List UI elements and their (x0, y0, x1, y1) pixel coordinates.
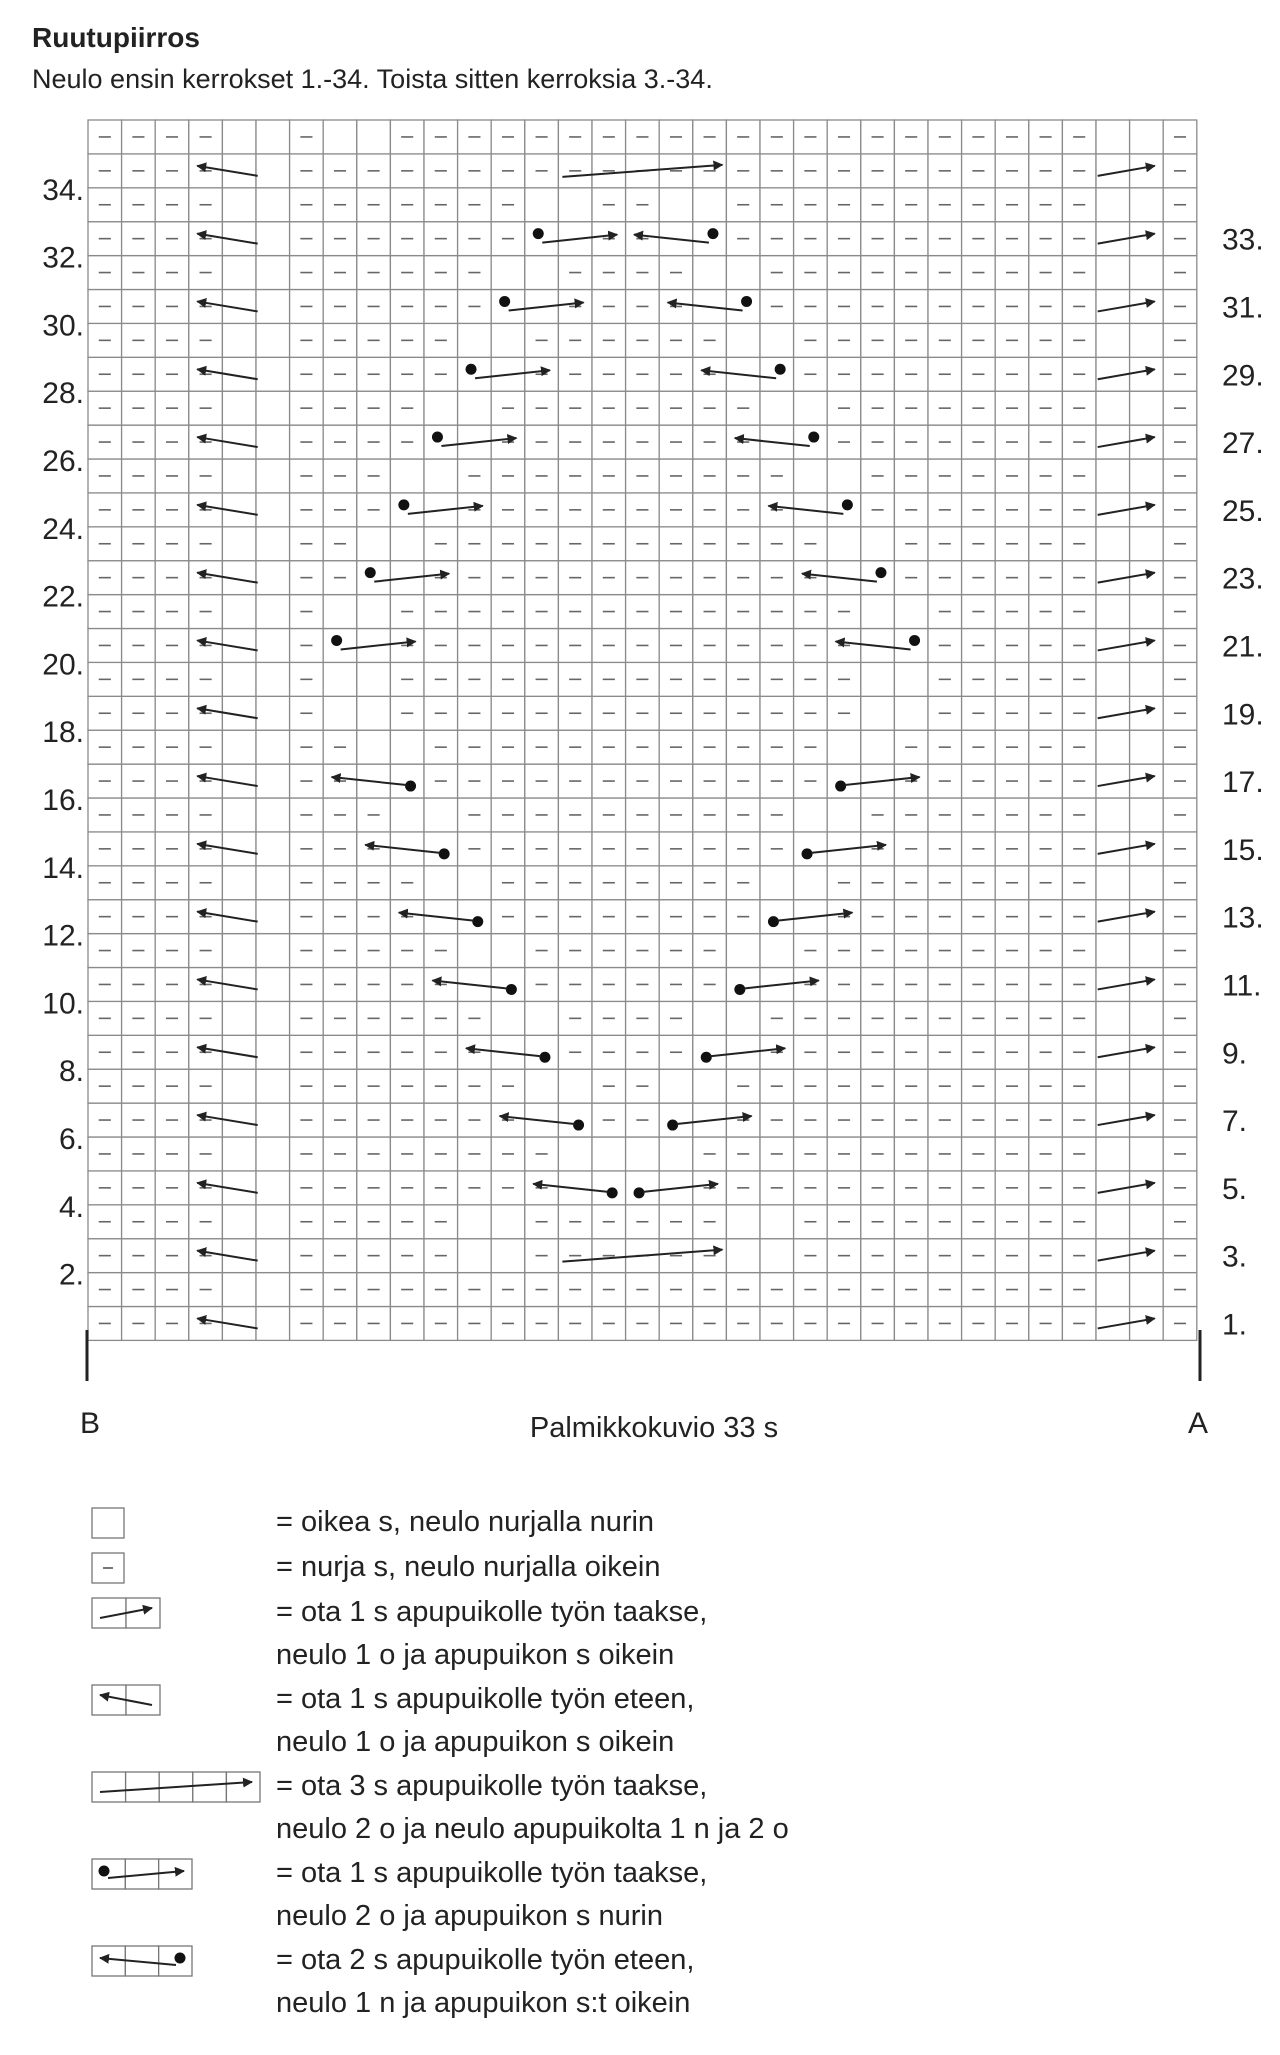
chart-cell (424, 391, 458, 425)
chart-cell (1096, 527, 1130, 561)
chart-cell (861, 662, 895, 696)
chart-cell (458, 323, 492, 357)
dot-left-cross (775, 364, 786, 375)
row-label-left: 12. (42, 919, 84, 953)
chart-cell (1130, 154, 1164, 188)
chart-cell (424, 459, 458, 493)
chart-cell (1130, 459, 1164, 493)
chart-cell (390, 459, 424, 493)
chart-cell (256, 730, 290, 764)
chart-cell (861, 696, 895, 730)
chart-cell (558, 188, 592, 222)
row-label-left: 18. (42, 716, 84, 750)
chart-cell (827, 798, 861, 832)
row-label-left: 20. (42, 648, 84, 682)
chart-cell (760, 323, 794, 357)
chart-cell (693, 256, 727, 290)
dot-left-cross (741, 296, 752, 307)
dot-left-cross (842, 499, 853, 510)
chart-cell (659, 188, 693, 222)
chart-cell (1096, 595, 1130, 629)
legend-text: = ota 2 s apupuikolle työn eteen, (276, 1944, 695, 1976)
row-label-right: 25. (1222, 494, 1264, 528)
chart-cell (1130, 1103, 1164, 1137)
chart-cell (525, 1035, 559, 1069)
chart-cell (1096, 391, 1130, 425)
chart-cell (222, 934, 256, 968)
chart-cell (760, 934, 794, 968)
chart-cell (1130, 1069, 1164, 1103)
chart-cell (256, 120, 290, 154)
chart-cell (222, 256, 256, 290)
row-label-left: 22. (42, 580, 84, 614)
chart-cell (222, 662, 256, 696)
chart-cell (525, 188, 559, 222)
chart-cell (861, 527, 895, 561)
chart-cell (1096, 120, 1130, 154)
chart-cell (222, 798, 256, 832)
chart-cell (558, 1137, 592, 1171)
chart-cell (894, 595, 928, 629)
chart-cell (1130, 798, 1164, 832)
row-label-right: 5. (1222, 1172, 1248, 1206)
row-label-left: 32. (42, 241, 84, 275)
chart-cell (256, 595, 290, 629)
chart-cell (1096, 730, 1130, 764)
knit-square-icon (92, 1508, 124, 1538)
chart-cell (1096, 1069, 1130, 1103)
chart-cell (1096, 459, 1130, 493)
chart-cell (256, 832, 290, 866)
chart-cell (256, 425, 290, 459)
row-label-right: 13. (1222, 901, 1264, 935)
chart-caption: Palmikkokuvio 33 s (529, 1412, 779, 1444)
row-label-left: 28. (42, 377, 84, 411)
dot-right-cross (331, 635, 342, 646)
chart-cell (256, 696, 290, 730)
chart-cell (256, 527, 290, 561)
chart-cell (424, 798, 458, 832)
chart-cell (726, 934, 760, 968)
chart-cell (1130, 391, 1164, 425)
chart-cell (1096, 934, 1130, 968)
row-label-left: 24. (42, 512, 84, 546)
chart-cell (256, 154, 290, 188)
chart-cell (827, 730, 861, 764)
chart-cell (256, 256, 290, 290)
chart-cell (1130, 968, 1164, 1002)
legend-text: neulo 2 o ja neulo apupuikolta 1 n ja 2 o (276, 1813, 789, 1845)
chart-cell (256, 1103, 290, 1137)
row-label-right: 21. (1222, 630, 1264, 664)
chart-cell (491, 968, 525, 1002)
dot-left-cross (875, 567, 886, 578)
row-label-left: 8. (58, 1055, 84, 1089)
chart-cell (894, 662, 928, 696)
chart-cell (693, 1035, 727, 1069)
chart-cell (659, 1137, 693, 1171)
chart-cell (525, 256, 559, 290)
row-label-right: 17. (1222, 766, 1264, 800)
chart-cell (1130, 1035, 1164, 1069)
chart-cell (222, 459, 256, 493)
dot-left-cross (472, 916, 483, 927)
chart-cell (861, 561, 895, 595)
chart-cell (726, 256, 760, 290)
chart-cell (256, 662, 290, 696)
chart-cell (794, 798, 828, 832)
chart-cell (1096, 1001, 1130, 1035)
chart-cell (256, 764, 290, 798)
chart-cell (256, 968, 290, 1002)
chart-cell (794, 391, 828, 425)
chart-cell (1130, 764, 1164, 798)
row-label-right: 23. (1222, 562, 1264, 596)
row-label-right: 3. (1222, 1240, 1248, 1274)
chart-cell (827, 764, 861, 798)
chart-cell (323, 629, 357, 663)
chart-cell (760, 866, 794, 900)
chart-cell (693, 188, 727, 222)
chart-cell (256, 459, 290, 493)
chart-cell (357, 120, 391, 154)
chart-cell (1130, 730, 1164, 764)
chart-cell (256, 934, 290, 968)
chart-cell (424, 832, 458, 866)
legend-icons (92, 1508, 260, 1976)
legend-text: = ota 1 s apupuikolle työn taakse, (276, 1596, 708, 1628)
row-label-left: 2. (58, 1258, 84, 1292)
chart-cell (222, 1205, 256, 1239)
chart-cell (726, 1239, 760, 1273)
chart-cell (1130, 1239, 1164, 1273)
chart-cell (256, 222, 290, 256)
chart-cell (1096, 1205, 1130, 1239)
chart-cell (222, 527, 256, 561)
chart-cell (1130, 832, 1164, 866)
chart-cell (1130, 629, 1164, 663)
row-label-right: 19. (1222, 698, 1264, 732)
row-label-left: 16. (42, 784, 84, 817)
dot-right-cross (499, 296, 510, 307)
dot-right-cross (835, 781, 846, 792)
row-label-right: 15. (1222, 833, 1264, 867)
chart-cell (861, 595, 895, 629)
chart-cell (1130, 256, 1164, 290)
left-cross-1-1-icon (92, 1685, 160, 1715)
chart-cell (1130, 662, 1164, 696)
dot-left-cross (607, 1187, 618, 1198)
chart-cell (357, 730, 391, 764)
chart-cell (626, 1171, 660, 1205)
dot-left-cross (506, 984, 517, 995)
chart-cell (1130, 425, 1164, 459)
chart-cell (323, 696, 357, 730)
chart-cell (861, 730, 895, 764)
chart-cell (323, 120, 357, 154)
chart-cell (256, 798, 290, 832)
chart-cell (458, 866, 492, 900)
chart-cell (357, 662, 391, 696)
end-label-a: A (1188, 1407, 1209, 1440)
chart-cell (458, 357, 492, 391)
chart-cell (794, 459, 828, 493)
chart-cell (626, 1137, 660, 1171)
chart-cell (222, 595, 256, 629)
row-label-left: 30. (42, 309, 84, 343)
chart-cell (256, 188, 290, 222)
chart-cell (1130, 595, 1164, 629)
chart-cell (1096, 798, 1130, 832)
dot-left-cross (707, 228, 718, 239)
chart-cell (1130, 290, 1164, 324)
row-label-left: 34. (42, 173, 84, 207)
chart-cell (256, 561, 290, 595)
legend-text: neulo 1 o ja apupuikon s oikein (276, 1639, 675, 1671)
chart-cell (726, 1001, 760, 1035)
chart-cell (794, 832, 828, 866)
chart-cell (1130, 696, 1164, 730)
chart-cell (592, 1137, 626, 1171)
chart-cell (726, 323, 760, 357)
row-label-left: 10. (42, 987, 84, 1021)
dot-left-cross (539, 1052, 550, 1063)
chart-cell (1096, 188, 1130, 222)
chart-cell (491, 323, 525, 357)
cable-5-st-icon (92, 1772, 260, 1802)
chart-cell (222, 391, 256, 425)
chart-cell (424, 425, 458, 459)
chart-cell (357, 696, 391, 730)
chart-cell (760, 391, 794, 425)
chart-cell (390, 493, 424, 527)
dot-right-cross (533, 228, 544, 239)
chart-cell (491, 1239, 525, 1273)
legend-text: neulo 2 o ja apupuikon s nurin (276, 1900, 663, 1932)
dot-right-cross-icon (92, 1859, 192, 1889)
chart-cell (390, 527, 424, 561)
chart-cell (760, 357, 794, 391)
row-label-right: 27. (1222, 427, 1264, 461)
chart-cell (827, 459, 861, 493)
row-label-right: 11. (1222, 969, 1262, 1003)
chart-cell (222, 323, 256, 357)
row-label-left: 4. (58, 1190, 84, 1224)
chart-cell (525, 222, 559, 256)
chart-cell (256, 900, 290, 934)
chart-cell (1096, 866, 1130, 900)
dot-right-cross (734, 984, 745, 995)
chart-cell (726, 290, 760, 324)
chart-cell (222, 188, 256, 222)
chart-cell (726, 968, 760, 1002)
chart-cell (357, 561, 391, 595)
chart-cell (256, 323, 290, 357)
chart-cell (558, 1103, 592, 1137)
chart-cell (894, 629, 928, 663)
chart-cell (256, 357, 290, 391)
chart-cell (458, 391, 492, 425)
chart-title: Ruutupiirros (32, 22, 200, 53)
chart-cell (1130, 493, 1164, 527)
legend-text: = oikea s, neulo nurjalla nurin (276, 1506, 655, 1538)
chart-cell (256, 391, 290, 425)
chart-cell (491, 256, 525, 290)
chart-cell (558, 1069, 592, 1103)
chart-cell (760, 1205, 794, 1239)
row-label-right: 9. (1222, 1037, 1248, 1071)
dot-left-cross (808, 432, 819, 443)
chart-cell (458, 900, 492, 934)
chart-cell (1096, 1137, 1130, 1171)
row-label-left: 26. (42, 445, 84, 478)
dot-right-cross (667, 1120, 678, 1131)
chart-cell (726, 1205, 760, 1239)
row-label-left: 6. (58, 1123, 84, 1156)
chart-cell (390, 798, 424, 832)
chart-cell (659, 1069, 693, 1103)
chart-cell (458, 1239, 492, 1273)
chart-cell (222, 120, 256, 154)
chart-cell (256, 866, 290, 900)
chart-cell (794, 425, 828, 459)
end-label-b: B (80, 1407, 101, 1440)
legend-text: neulo 1 n ja apupuikon s:t oikein (276, 1987, 691, 2019)
chart-cell (1130, 866, 1164, 900)
row-label-right: 33. (1222, 223, 1264, 257)
chart-cell (1096, 323, 1130, 357)
chart-cell (222, 1001, 256, 1035)
chart-cell (256, 1239, 290, 1273)
chart-cell (222, 730, 256, 764)
chart-cell (693, 1001, 727, 1035)
chart-cell (1130, 1001, 1164, 1035)
chart-cell (256, 290, 290, 324)
chart-cell (256, 629, 290, 663)
chart-cell (491, 1205, 525, 1239)
chart-cell (894, 696, 928, 730)
chart-cell (1130, 1137, 1164, 1171)
right-cross-1-1-icon (92, 1598, 160, 1628)
chart-cell (1130, 561, 1164, 595)
chart-cell (390, 764, 424, 798)
row-label-right: 29. (1222, 359, 1264, 393)
dot-right-cross (365, 567, 376, 578)
dot-right-cross (802, 848, 813, 859)
chart-cell (357, 595, 391, 629)
chart-cell (491, 1001, 525, 1035)
chart-cell (760, 900, 794, 934)
chart-cell (693, 1069, 727, 1103)
chart-cell (1130, 1171, 1164, 1205)
chart-cell (458, 934, 492, 968)
legend-text: = ota 3 s apupuikolle työn taakse, (276, 1770, 708, 1802)
chart-cell (525, 1001, 559, 1035)
chart-cell (256, 1307, 290, 1341)
chart-cell (256, 1137, 290, 1171)
chart-cell (827, 493, 861, 527)
dot-right-cross (432, 432, 443, 443)
legend-text: = ota 1 s apupuikolle työn eteen, (276, 1683, 695, 1715)
chart-cell (1096, 662, 1130, 696)
chart-cell (256, 1273, 290, 1307)
dot-right-cross (701, 1052, 712, 1063)
chart-cell (491, 934, 525, 968)
row-label-left: 14. (42, 851, 84, 885)
chart-cell (323, 662, 357, 696)
chart-cell (1130, 1205, 1164, 1239)
chart-cell (1130, 1273, 1164, 1307)
row-label-right: 1. (1222, 1308, 1248, 1342)
chart-cell (693, 222, 727, 256)
chart-cell (1130, 222, 1164, 256)
chart-cell (1096, 256, 1130, 290)
chart-cell (458, 1205, 492, 1239)
chart-cell (794, 866, 828, 900)
chart-cell (390, 730, 424, 764)
chart-cell (256, 493, 290, 527)
chart-cell (525, 1069, 559, 1103)
chart-cell (1130, 900, 1164, 934)
dot-right-cross (634, 1187, 645, 1198)
chart-cell (1130, 1307, 1164, 1341)
chart-cell (1130, 934, 1164, 968)
chart-cell (323, 595, 357, 629)
row-label-right: 7. (1222, 1105, 1248, 1139)
chart-cell (1130, 527, 1164, 561)
chart-cell (256, 1171, 290, 1205)
dot-right-cross (466, 364, 477, 375)
chart-cell (256, 1001, 290, 1035)
chart-cell (256, 1035, 290, 1069)
legend-text: neulo 1 o ja apupuikon s oikein (276, 1726, 675, 1758)
chart-grid (88, 120, 1197, 1340)
chart-cell (222, 866, 256, 900)
chart-cell (222, 1137, 256, 1171)
dot-right-cross (768, 916, 779, 927)
chart-cell (1130, 323, 1164, 357)
purl-dash-icon (92, 1553, 124, 1583)
chart-cell (592, 1171, 626, 1205)
row-label-right: 31. (1222, 291, 1264, 325)
dot-left-cross (573, 1120, 584, 1131)
chart-cell (357, 527, 391, 561)
chart-cell (256, 1069, 290, 1103)
chart-cell (659, 1103, 693, 1137)
chart-cell (1130, 357, 1164, 391)
chart-cell (256, 1205, 290, 1239)
chart-cell (1130, 188, 1164, 222)
legend-text: = ota 1 s apupuikolle työn taakse, (276, 1857, 708, 1889)
chart-cell (1130, 120, 1164, 154)
dot-left-cross-icon (92, 1946, 192, 1976)
chart-cell (222, 1069, 256, 1103)
legend-text: = nurja s, neulo nurjalla oikein (276, 1551, 661, 1583)
chart-cell (827, 527, 861, 561)
chart-cell (760, 1239, 794, 1273)
chart-instructions: Neulo ensin kerrokset 1.-34. Toista sitten kerroksia 3.-34. (32, 64, 713, 94)
dot-left-cross (439, 848, 450, 859)
chart-cell (222, 1273, 256, 1307)
chart-cell (1096, 1273, 1130, 1307)
dot-left-cross (405, 781, 416, 792)
chart-cell (424, 866, 458, 900)
dot-right-cross (398, 499, 409, 510)
chart-cell (491, 290, 525, 324)
dot-left-cross (909, 635, 920, 646)
